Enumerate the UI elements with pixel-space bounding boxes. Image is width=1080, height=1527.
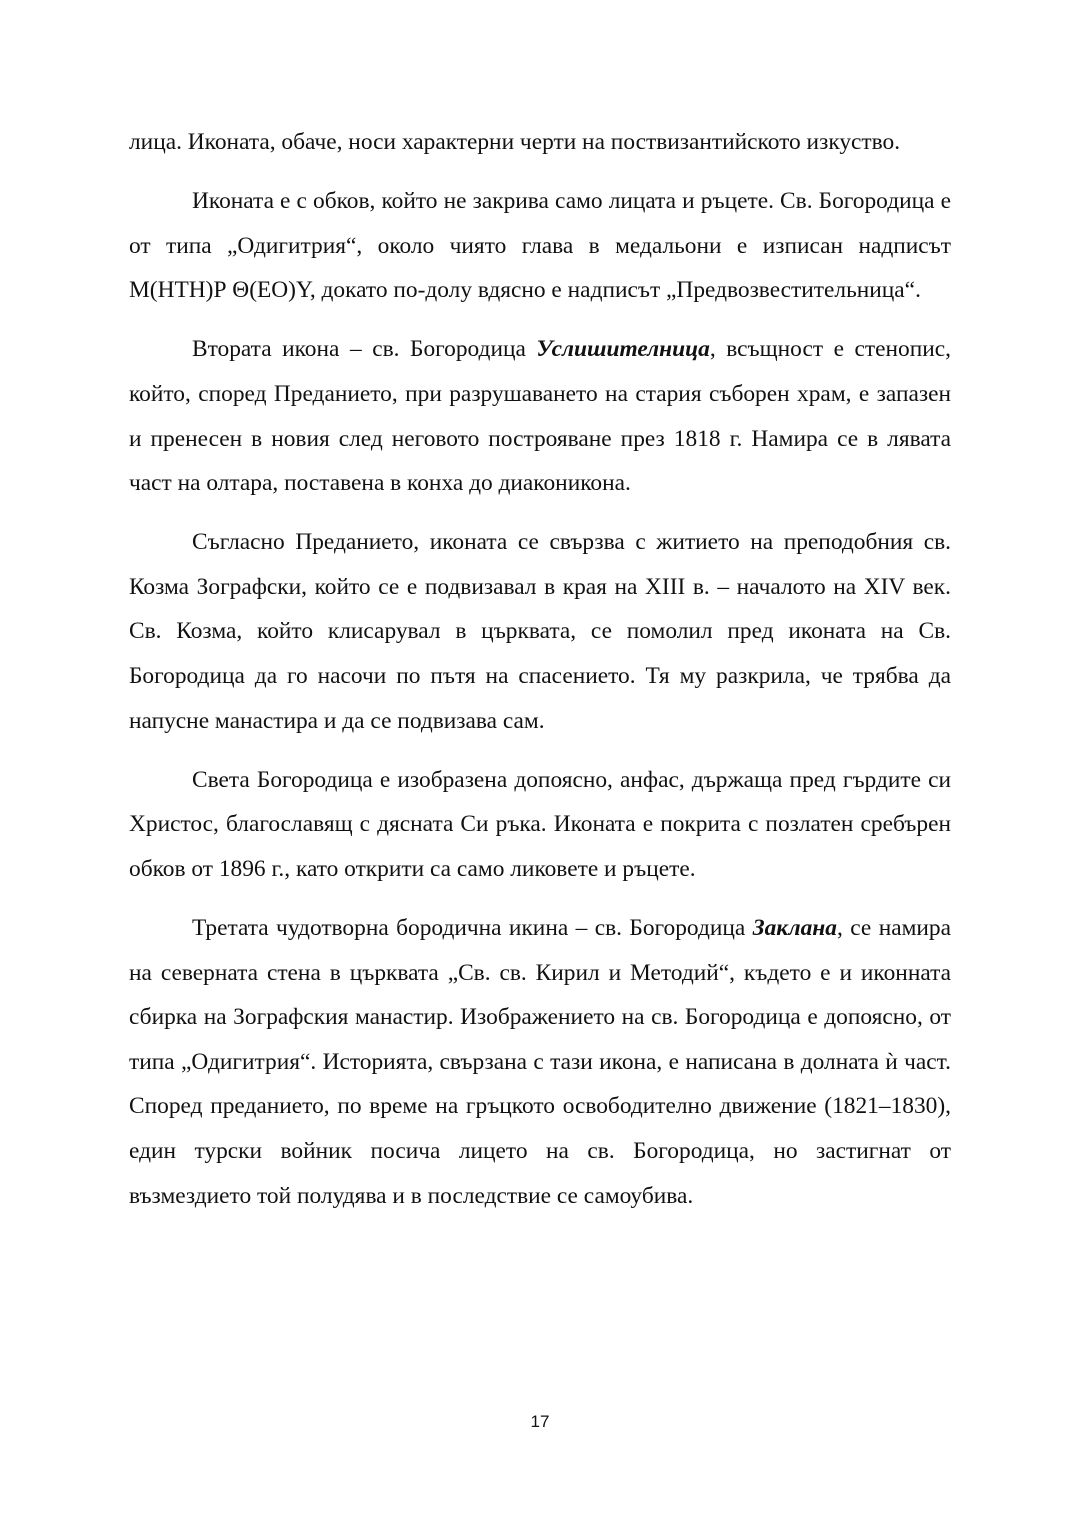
paragraph <box>129 120 951 165</box>
paragraph <box>129 906 951 1218</box>
icon-name-emphasis: Услишителница <box>536 336 710 363</box>
paragraph-text: Съгласно Преданието, иконата се свързва с житието на преподобния св. Козма Зографски, който се е подвизавал в края на ХIII в. – началото на XIV век. Св. Козма, който клисарувал в църквата, се помолил пред иконата на Св. Богородица да го насочи по пътя на спасението. Тя му разкрила, че трябва да напусне манастира и да се подвизава сам. <box>129 529 951 734</box>
paragraph-text: лица. Иконата, обаче, носи характерни черти на поствизантийското изкуство. <box>129 129 901 155</box>
icon-name-emphasis: Заклана <box>752 915 837 941</box>
paragraph-text: Втората икона – св. Богородица <box>192 336 537 363</box>
paragraph <box>129 327 951 505</box>
page-number: 17 <box>530 1412 550 1431</box>
paragraph-text: Иконата е с обков, който не закрива само лицата и ръцете. Св. Богородица е от типа „Одигитрия“, около чиято глава в медальони е изписан надписът М(НТН)Р Θ(ЕО)Y, докато по-долу вдясно е надписът „Предвозвестительница“. <box>129 188 951 304</box>
paragraph <box>129 758 951 892</box>
paragraph-text: Света Богородица е изобразена допоясно, анфас, държаща пред гърдите си Христос, благославящ с дясната Си ръка. Иконата е покрита с позлатен сребърен обков от 1896 г., като открити са само ликовете и ръцете. <box>129 766 951 882</box>
paragraph-text: , се намира на северната стена в църквата „Св. св. Кирил и Методий“, където е и иконната сбирка на Зографския манастир. Изображението на св. Богородица е допоясно, от типа „Одигитрия“. Историята, свързана с тази икона, е написана в долната ѝ част. Според преданието, по време на гръцкото освободително движение (1821–1830), един турски войник посича лицето на св. Богородица, но застигнат от възмездието той полудява и в последствие се самоубива. <box>129 915 952 1209</box>
paragraph-text: , всъщност е стенопис, който, според Преданието, при разрушаването на стария съборен храм, е запазен и пренесен в новия след неговото построяване през 1818 г. Намира се в лявата част на олтара, поставена в конха до диаконикона. <box>129 336 951 497</box>
paragraph-text: Третата чудотворна бородична икина – св. Богородица <box>192 915 753 941</box>
paragraph <box>129 520 951 743</box>
paragraph <box>129 179 951 313</box>
body-text <box>129 120 951 1233</box>
